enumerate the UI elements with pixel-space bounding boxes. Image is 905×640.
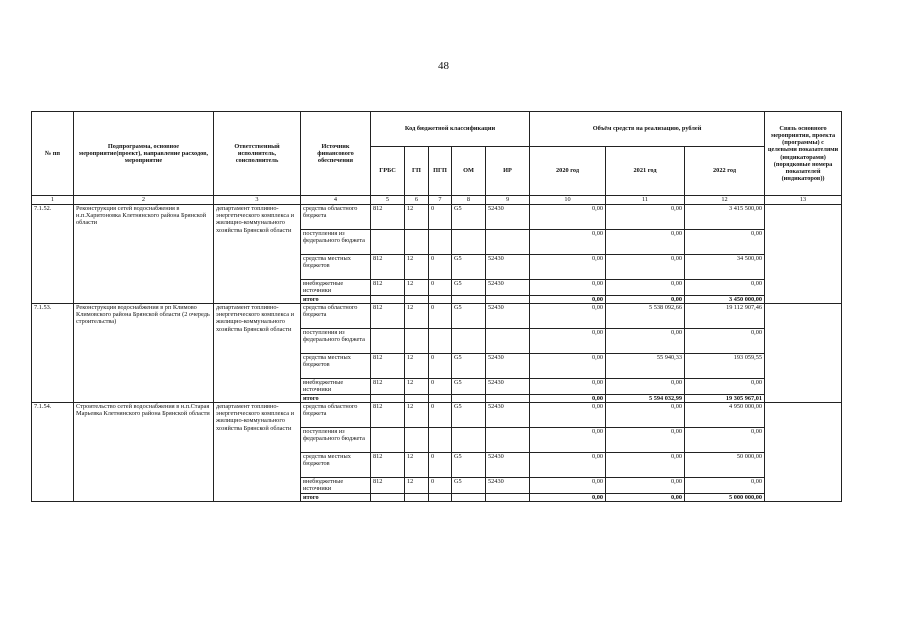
amount-2020: 0,00	[530, 230, 606, 255]
code-om	[452, 494, 486, 502]
amount-2021: 0,00	[606, 403, 685, 428]
item-name: Реконструкция водоснабжения в рп Климово Климовского района Брянской области (2 очередь строительства)	[74, 304, 214, 403]
code-grbs: 812	[371, 354, 405, 379]
code-ir: 52430	[486, 354, 530, 379]
page-number: 48	[438, 60, 449, 72]
funding-source: средства местных бюджетов	[301, 354, 371, 379]
amount-2022: 0,00	[685, 478, 765, 494]
code-pgp	[429, 395, 452, 403]
code-pgp: 0	[429, 354, 452, 379]
column-number: 12	[685, 196, 765, 205]
funding-source: средства областного бюджета	[301, 205, 371, 230]
column-number: 3	[214, 196, 301, 205]
code-gp	[405, 329, 429, 354]
funding-source: средства местных бюджетов	[301, 255, 371, 280]
code-ir: 52430	[486, 205, 530, 230]
amount-2020: 0,00	[530, 453, 606, 478]
code-grbs: 812	[371, 379, 405, 395]
funding-source: внебюджетные источники	[301, 379, 371, 395]
code-gp	[405, 230, 429, 255]
code-grbs	[371, 296, 405, 304]
code-ir	[486, 296, 530, 304]
amount-2022: 34 500,00	[685, 255, 765, 280]
funding-source: средства областного бюджета	[301, 403, 371, 428]
column-number: 7	[429, 196, 452, 205]
code-grbs: 812	[371, 478, 405, 494]
funding-source: внебюджетные источники	[301, 478, 371, 494]
code-om	[452, 395, 486, 403]
code-gp: 12	[405, 403, 429, 428]
table-row	[32, 205, 842, 230]
amount-2021: 0,00	[606, 329, 685, 354]
code-ir: 52430	[486, 379, 530, 395]
column-number: 4	[301, 196, 371, 205]
column-number: 13	[765, 196, 842, 205]
amount-2020: 0,00	[530, 428, 606, 453]
amount-2021: 55 940,33	[606, 354, 685, 379]
code-grbs	[371, 494, 405, 502]
amount-2021: 0,00	[606, 379, 685, 395]
total-2020: 0,00	[530, 494, 606, 502]
code-gp: 12	[405, 478, 429, 494]
total-label: итого	[301, 296, 371, 304]
code-om: G5	[452, 280, 486, 296]
amount-2021: 0,00	[606, 453, 685, 478]
total-2021: 5 594 032,99	[606, 395, 685, 403]
column-number: 1	[32, 196, 74, 205]
funding-source: поступления из федерального бюджета	[301, 230, 371, 255]
column-number: 5	[371, 196, 405, 205]
code-ir: 52430	[486, 478, 530, 494]
column-number: 2	[74, 196, 214, 205]
code-gp: 12	[405, 280, 429, 296]
header-program: Подпрограмма, основное мероприятие(проект), направление расходов, мероприятие	[74, 112, 214, 196]
amount-2022: 0,00	[685, 280, 765, 296]
code-pgp	[429, 296, 452, 304]
code-gp	[405, 494, 429, 502]
amount-2020: 0,00	[530, 478, 606, 494]
item-executor: департамент топливно-энергетического комплекса и жилищно-коммунального хозяйства Брянской области	[214, 403, 301, 502]
column-number: 10	[530, 196, 606, 205]
header-om: ОМ	[452, 147, 486, 196]
code-om: G5	[452, 354, 486, 379]
code-ir	[486, 494, 530, 502]
funding-source: внебюджетные источники	[301, 280, 371, 296]
code-gp: 12	[405, 205, 429, 230]
column-number: 9	[486, 196, 530, 205]
code-pgp: 0	[429, 304, 452, 329]
code-pgp: 0	[429, 205, 452, 230]
code-grbs: 812	[371, 205, 405, 230]
code-om: G5	[452, 379, 486, 395]
code-grbs: 812	[371, 453, 405, 478]
amount-2022: 19 112 907,46	[685, 304, 765, 329]
code-gp: 12	[405, 255, 429, 280]
code-om: G5	[452, 403, 486, 428]
code-gp	[405, 395, 429, 403]
header-link: Связь основного мероприятия, проекта (программы) с целевыми показателями (индикаторами) (порядковые номера показателей (индикаторов))	[765, 112, 842, 196]
item-number: 7.1.53.	[32, 304, 74, 403]
column-number: 6	[405, 196, 429, 205]
code-om: G5	[452, 205, 486, 230]
code-grbs	[371, 395, 405, 403]
code-pgp: 0	[429, 255, 452, 280]
total-2021: 0,00	[606, 296, 685, 304]
amount-2020: 0,00	[530, 304, 606, 329]
total-2022: 5 000 000,00	[685, 494, 765, 502]
header-budget-code: Код бюджетной классификации	[371, 112, 530, 147]
budget-table	[31, 111, 842, 502]
amount-2021: 5 538 092,66	[606, 304, 685, 329]
code-gp: 12	[405, 354, 429, 379]
indicator-link	[765, 403, 842, 502]
item-name: Реконструкция сетей водоснабжения в н.п.Харитоновка Клетнянского района Брянской области	[74, 205, 214, 304]
code-om	[452, 296, 486, 304]
code-grbs	[371, 428, 405, 453]
code-gp	[405, 428, 429, 453]
header-volume: Объём средств на реализацию, рублей	[530, 112, 765, 147]
amount-2021: 0,00	[606, 428, 685, 453]
code-gp: 12	[405, 379, 429, 395]
header-pgp: ПГП	[429, 147, 452, 196]
total-2020: 0,00	[530, 395, 606, 403]
header-2022: 2022 год	[685, 147, 765, 196]
amount-2020: 0,00	[530, 379, 606, 395]
code-ir: 52430	[486, 304, 530, 329]
item-number: 7.1.52.	[32, 205, 74, 304]
header-source: Источник финансового обеспечения	[301, 112, 371, 196]
table-row	[32, 304, 842, 329]
header-num: № пп	[32, 112, 74, 196]
column-numbers-row	[32, 196, 842, 205]
amount-2021: 0,00	[606, 255, 685, 280]
code-grbs: 812	[371, 255, 405, 280]
code-gp: 12	[405, 304, 429, 329]
amount-2022: 0,00	[685, 329, 765, 354]
code-ir	[486, 428, 530, 453]
amount-2022: 4 950 000,00	[685, 403, 765, 428]
funding-source: средства местных бюджетов	[301, 453, 371, 478]
total-label: итого	[301, 395, 371, 403]
code-gp	[405, 296, 429, 304]
code-grbs: 812	[371, 304, 405, 329]
amount-2021: 0,00	[606, 280, 685, 296]
code-ir	[486, 329, 530, 354]
header-gp: ГП	[405, 147, 429, 196]
amount-2022: 50 000,00	[685, 453, 765, 478]
item-number: 7.1.54.	[32, 403, 74, 502]
header-2020: 2020 год	[530, 147, 606, 196]
header-executor: Ответственный исполнитель, соисполнитель	[214, 112, 301, 196]
code-pgp	[429, 230, 452, 255]
table-body	[32, 205, 842, 502]
funding-source: поступления из федерального бюджета	[301, 428, 371, 453]
header-2021: 2021 год	[606, 147, 685, 196]
code-ir	[486, 230, 530, 255]
item-executor: департамент топливно-энергетического комплекса и жилищно-коммунального хозяйства Брянской области	[214, 304, 301, 403]
column-number: 8	[452, 196, 486, 205]
total-2021: 0,00	[606, 494, 685, 502]
item-executor: департамент топливно-энергетического комплекса и жилищно-коммунального хозяйства Брянской области	[214, 205, 301, 304]
total-2022: 19 305 967,01	[685, 395, 765, 403]
table-row	[32, 403, 842, 428]
amount-2020: 0,00	[530, 403, 606, 428]
code-ir: 52430	[486, 453, 530, 478]
total-label: итого	[301, 494, 371, 502]
code-gp: 12	[405, 453, 429, 478]
amount-2021: 0,00	[606, 478, 685, 494]
amount-2020: 0,00	[530, 280, 606, 296]
code-om: G5	[452, 304, 486, 329]
amount-2022: 0,00	[685, 230, 765, 255]
code-pgp	[429, 428, 452, 453]
code-pgp: 0	[429, 280, 452, 296]
amount-2021: 0,00	[606, 230, 685, 255]
code-om: G5	[452, 255, 486, 280]
code-pgp	[429, 329, 452, 354]
amount-2020: 0,00	[530, 329, 606, 354]
amount-2022: 0,00	[685, 379, 765, 395]
code-ir	[486, 395, 530, 403]
code-om	[452, 230, 486, 255]
header-grbs: ГРБС	[371, 147, 405, 196]
code-grbs: 812	[371, 280, 405, 296]
code-ir: 52430	[486, 255, 530, 280]
amount-2022: 193 059,55	[685, 354, 765, 379]
amount-2020: 0,00	[530, 205, 606, 230]
code-ir: 52430	[486, 403, 530, 428]
amount-2021: 0,00	[606, 205, 685, 230]
code-pgp: 0	[429, 453, 452, 478]
code-pgp: 0	[429, 478, 452, 494]
code-pgp: 0	[429, 379, 452, 395]
amount-2020: 0,00	[530, 255, 606, 280]
amount-2020: 0,00	[530, 354, 606, 379]
code-grbs	[371, 329, 405, 354]
code-om	[452, 329, 486, 354]
code-pgp: 0	[429, 403, 452, 428]
funding-source: поступления из федерального бюджета	[301, 329, 371, 354]
indicator-link	[765, 205, 842, 304]
code-om: G5	[452, 478, 486, 494]
code-om: G5	[452, 453, 486, 478]
code-grbs	[371, 230, 405, 255]
column-number: 11	[606, 196, 685, 205]
amount-2022: 0,00	[685, 428, 765, 453]
funding-source: средства областного бюджета	[301, 304, 371, 329]
code-grbs: 812	[371, 403, 405, 428]
header-ir: ИР	[486, 147, 530, 196]
item-name: Строительство сетей водоснабжения в н.п.Старая Марьевка Клетнянского района Брянской области	[74, 403, 214, 502]
total-2022: 3 450 000,00	[685, 296, 765, 304]
code-om	[452, 428, 486, 453]
code-ir: 52430	[486, 280, 530, 296]
total-2020: 0,00	[530, 296, 606, 304]
amount-2022: 3 415 500,00	[685, 205, 765, 230]
indicator-link	[765, 304, 842, 403]
code-pgp	[429, 494, 452, 502]
